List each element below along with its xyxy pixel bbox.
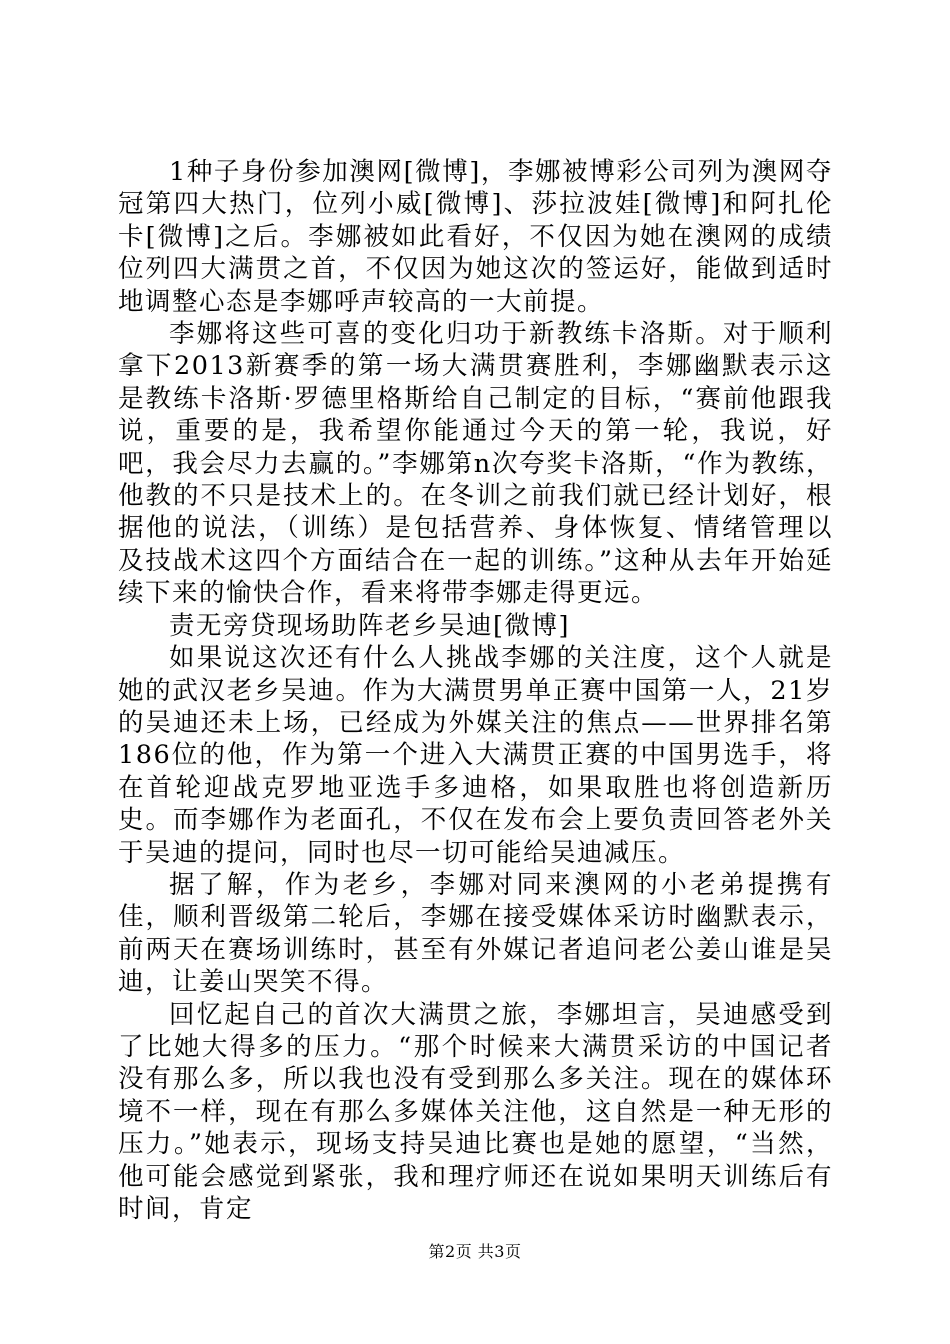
page-footer: [0, 1242, 950, 1262]
paragraph-coach-carlos: 李娜将这些可喜的变化归功于新教练卡洛斯。对于顺利拿下2013新赛季的第一场大满贯赛胜利，李娜幽默表示这是教练卡洛斯·罗德里格斯给自己制定的目标，“赛前他跟我说，重要的是，我希望你能通过今天的第一轮，我说，好吧，我会尽力去赢的。”李娜第n次夸奖卡洛斯，“作为教练，他教的不只是技术上的。在冬训之前我们就已经计划好，根据他的说法，（训练）是包括营养、身体恢复、情绪管理以及技战术这四个方面结合在一起的训练。”这种从去年开始延续下来的愉快合作，看来将带李娜走得更远。: [118, 319, 833, 609]
paragraph-wu-di-attention: 如果说这次还有什么人挑战李娜的关注度，这个人就是她的武汉老乡吴迪。作为大满贯男单正赛中国第一人，21岁的吴迪还未上场，已经成为外媒关注的焦点——世界排名第186位的他，作为第一个进入大满贯正赛的中国男选手，将在首轮迎战克罗地亚选手多迪格，如果取胜也将创造新历史。而李娜作为老面孔，不仅在发布会上要负责回答老外关于吴迪的提问，同时也尽一切可能给吴迪减压。: [118, 643, 833, 868]
article-body: [118, 156, 833, 1225]
paragraph-first-grand-slam: 回忆起自己的首次大满贯之旅，李娜坦言，吴迪感受到了比她大得多的压力。“那个时候来大满贯采访的中国记者没有那么多，所以我也没有受到那么多关注。现在的媒体环境不一样，现在有那么多媒体关注他，这自然是一种无形的压力。”她表示，现场支持吴迪比赛也是她的愿望，“当然，他可能会感觉到紧张，我和理疗师还在说如果明天训练后有时间，肯定: [118, 999, 833, 1224]
section-heading-wu-di: 责无旁贷现场助阵老乡吴迪[微博]: [169, 610, 570, 641]
paragraph-hometown-support: 据了解，作为老乡，李娜对同来澳网的小老弟提携有佳，顺利晋级第二轮后，李娜在接受媒体采访时幽默表示，前两天在赛场训练时，甚至有外媒记者追问老公姜山谁是吴迪，让姜山哭笑不得。: [118, 869, 833, 998]
paragraph-seeding: 1种子身份参加澳网[微博]，李娜被博彩公司列为澳网夺冠第四大热门，位列小威[微博]、莎拉波娃[微博]和阿扎伦卡[微博]之后。李娜被如此看好，不仅因为她在澳网的成绩位列四大满贯之首，不仅因为她这次的签运好，能做到适时地调整心态是李娜呼声较高的一大前提。: [118, 157, 833, 317]
page-number: 第2页 共3页: [428, 1242, 522, 1261]
